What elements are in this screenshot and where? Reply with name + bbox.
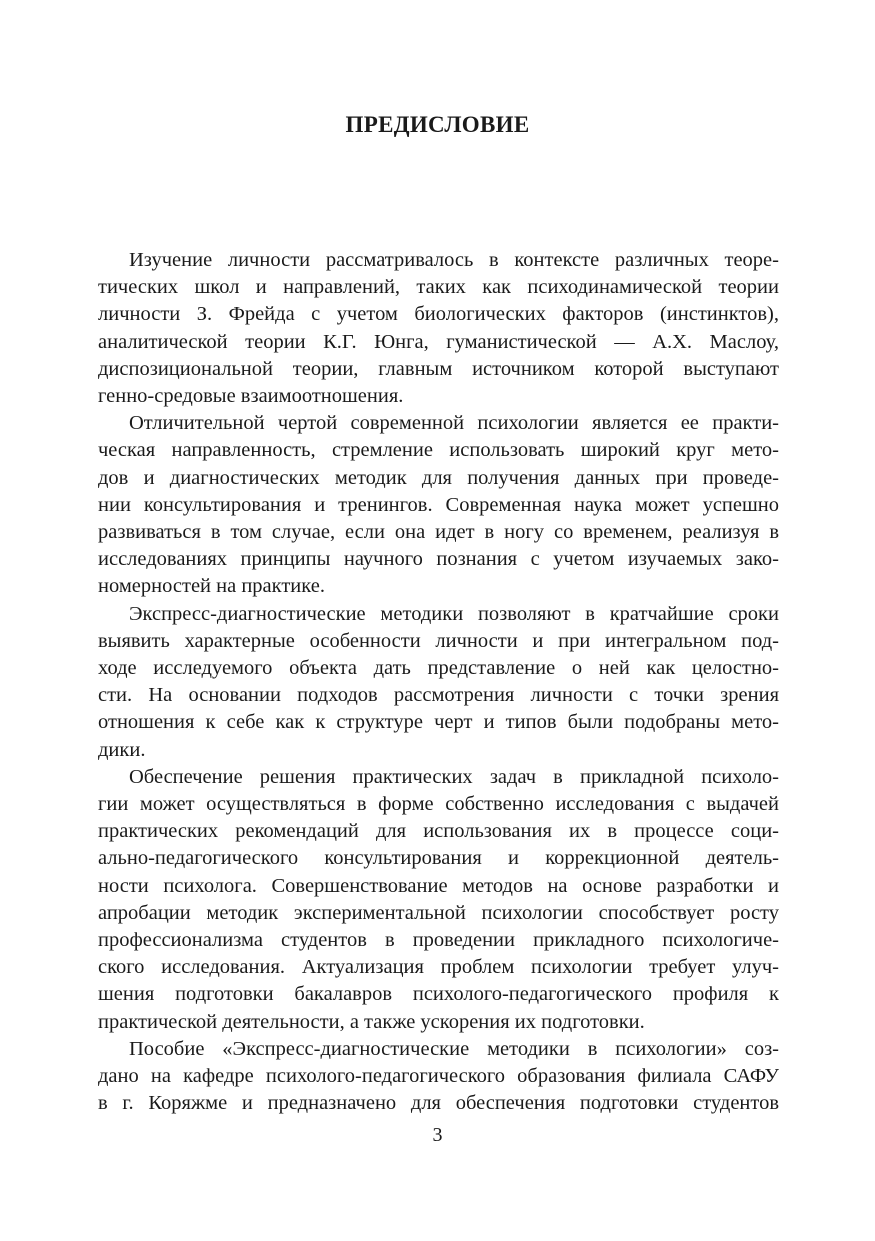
text-line: Пособие «Экспресс-диагностические методики в психологии» соз-: [129, 1037, 779, 1060]
paragraph: [98, 247, 779, 410]
text-line: дано на кафедре психолого-педагогического образования филиала САФУ: [98, 1065, 779, 1088]
text-line: развиваться в том случае, если она идет в ногу со временем, реализуя в: [98, 521, 779, 544]
text-line: дов и диагностических методик для получения данных при проведе-: [98, 466, 779, 489]
paragraph: [98, 1036, 779, 1118]
text-line: в г. Коряжме и предназначено для обеспечения подготовки студентов: [98, 1092, 779, 1115]
body-text: [98, 247, 779, 1118]
text-line: сти. На основании подходов рассмотрения личности с точки зрения: [98, 684, 779, 707]
text-line: отношения к себе как к структуре черт и типов были подобраны мето-: [98, 711, 779, 734]
text-line: ходе исследуемого объекта дать представление о ней как целостно-: [98, 657, 779, 680]
text-line: Изучение личности рассматривалось в контексте различных теоре-: [129, 249, 779, 271]
text-line: аналитической теории К.Г. Юнга, гуманистической — А.Х. Маслоу,: [98, 330, 779, 353]
text-line: профессионализма студентов в проведении прикладного психологиче-: [98, 929, 779, 952]
paragraph: [98, 410, 779, 600]
text-line: ческая направленность, стремление использовать широкий круг мето-: [98, 439, 779, 462]
text-line: личности З. Фрейда с учетом биологических факторов (инстинктов),: [98, 303, 779, 326]
text-line: практических рекомендаций для использования их в процессе соци-: [98, 820, 779, 843]
text-line: номерностей на практике.: [98, 575, 325, 598]
page-title: ПРЕДИСЛОВИЕ: [345, 112, 530, 137]
text-line: выявить характерные особенности личности и при интегральном под-: [98, 629, 779, 652]
text-line: ально-педагогического консультирования и коррекционной деятель-: [98, 847, 779, 870]
text-line: Отличительной чертой современной психологии является ее практи-: [129, 412, 779, 435]
text-line: ского исследования. Актуализация проблем психологии требует улуч-: [98, 956, 779, 979]
text-line: генно-средовые взаимоотношения.: [98, 385, 404, 408]
text-line: дики.: [98, 738, 146, 761]
paragraph: [98, 764, 779, 1036]
text-line: Обеспечение решения практических задач в прикладной психоло-: [129, 765, 779, 788]
paragraph: [98, 601, 779, 764]
text-line: исследованиях принципы научного познания с учетом изучаемых зако-: [98, 548, 779, 571]
text-line: гии может осуществляться в форме собственно исследования с выдачей: [98, 793, 779, 816]
text-line: диспозициональной теории, главным источником которой выступают: [98, 357, 779, 380]
text-line: тических школ и направлений, таких как психодинамической теории: [98, 276, 779, 299]
text-line: шения подготовки бакалавров психолого-педагогического профиля к: [98, 983, 779, 1006]
text-line: Экспресс-диагностические методики позволяют в кратчайшие сроки: [129, 602, 779, 625]
text-line: практической деятельности, а также ускорения их подготовки.: [98, 1010, 645, 1033]
text-line: апробации методик экспериментальной психологии способствует росту: [98, 901, 779, 924]
text-line: нии консультирования и тренингов. Современная наука может успешно: [98, 493, 779, 516]
text-line: ности психолога. Совершенствование методов на основе разработки и: [98, 874, 779, 897]
page-number: 3: [432, 1124, 443, 1146]
